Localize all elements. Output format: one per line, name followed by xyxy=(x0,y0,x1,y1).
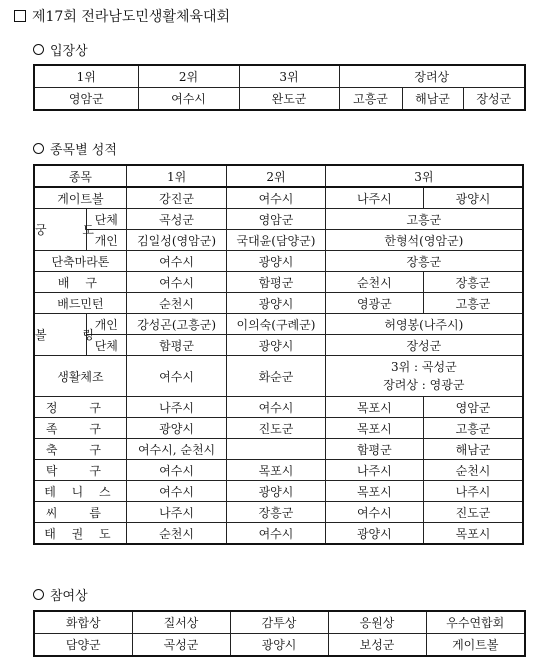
section-participation-award xyxy=(33,585,88,604)
event-cell: 볼 링 xyxy=(34,314,86,356)
table-cell: 영광군 xyxy=(325,293,423,314)
event-cell: 씨 름 xyxy=(34,502,126,523)
entry-award-table xyxy=(33,64,526,111)
header-cell: 1위 xyxy=(34,65,138,88)
header-cell: 종목 xyxy=(34,165,126,187)
table-cell: 완도군 xyxy=(239,88,339,111)
sub-event-cell: 개인 xyxy=(86,230,126,251)
table-row xyxy=(34,293,523,314)
table-cell: 순천시 xyxy=(126,523,226,545)
table-row xyxy=(34,314,523,335)
table-cell: 목포시 xyxy=(325,418,423,439)
table-row xyxy=(34,272,523,293)
table-cell: 나주시 xyxy=(325,460,423,481)
table-cell: 해남군 xyxy=(402,88,463,111)
event-cell: 궁 도 xyxy=(34,209,86,251)
table-cell xyxy=(227,439,325,460)
section-entry-award xyxy=(33,40,88,59)
table-cell: 목포시 xyxy=(325,397,423,418)
header-cell: 우수연합회 xyxy=(426,611,525,634)
table-cell: 진도군 xyxy=(227,418,325,439)
table-cell: 장흥군 xyxy=(325,251,523,272)
table-cell: 순천시 xyxy=(325,272,423,293)
table-cell: 여수시 xyxy=(126,460,226,481)
table-cell: 목포시 xyxy=(424,523,523,545)
header-cell: 3위 xyxy=(325,165,523,187)
table-cell: 곡성군 xyxy=(132,634,230,657)
table-cell: 광양시 xyxy=(227,481,325,502)
circle-bullet-icon xyxy=(33,143,44,154)
results-table xyxy=(33,164,524,545)
table-cell: 화순군 xyxy=(227,356,325,397)
event-cell: 정 구 xyxy=(34,397,126,418)
table-cell: 강진군 xyxy=(126,187,226,209)
table-cell: 장성군 xyxy=(463,88,525,111)
table-cell: 광양시 xyxy=(227,335,325,356)
table-cell: 함평군 xyxy=(325,439,423,460)
table-cell: 광양시 xyxy=(227,251,325,272)
header-cell: 2위 xyxy=(138,65,239,88)
table-cell: 함평군 xyxy=(227,272,325,293)
event-cell: 족 구 xyxy=(34,418,126,439)
table-cell: 여수시 xyxy=(227,523,325,545)
header-cell: 3위 xyxy=(239,65,339,88)
table-cell: 광양시 xyxy=(227,293,325,314)
sub-event-cell: 단체 xyxy=(86,209,126,230)
header-cell: 1위 xyxy=(126,165,226,187)
event-cell: 탁 구 xyxy=(34,460,126,481)
header-cell: 화합상 xyxy=(34,611,132,634)
table-cell: 나주시 xyxy=(424,481,523,502)
section-results xyxy=(33,139,117,158)
section-title: 종목별 성적 xyxy=(50,143,117,158)
table-cell: 여수시, 순천시 xyxy=(126,439,226,460)
table-cell: 여수시 xyxy=(126,251,226,272)
table-cell: 여수시 xyxy=(126,481,226,502)
section-title: 참여상 xyxy=(50,589,88,604)
table-row xyxy=(34,523,523,545)
table-row xyxy=(34,209,523,230)
table-cell: 장흥군 xyxy=(227,502,325,523)
table-cell: 여수시 xyxy=(126,272,226,293)
event-cell: 배 구 xyxy=(34,272,126,293)
header-cell: 장려상 xyxy=(339,65,525,88)
title-text: 제17회 전라남도민생활체육대회 xyxy=(32,9,231,25)
event-cell: 게이트볼 xyxy=(34,187,126,209)
table-cell: 광양시 xyxy=(325,523,423,545)
table-cell: 함평군 xyxy=(126,335,226,356)
table-cell: 광양시 xyxy=(126,418,226,439)
table-cell: 여수시 xyxy=(227,397,325,418)
event-cell: 태 권 도 xyxy=(34,523,126,545)
table-row xyxy=(34,397,523,418)
event-cell: 생활체조 xyxy=(34,356,126,397)
header-cell: 응원상 xyxy=(328,611,426,634)
table-cell: 나주시 xyxy=(325,187,423,209)
event-cell: 단축마라톤 xyxy=(34,251,126,272)
header-cell: 2위 xyxy=(227,165,325,187)
table-cell: 광양시 xyxy=(230,634,328,657)
table-row xyxy=(34,418,523,439)
table-cell: 나주시 xyxy=(126,502,226,523)
table-cell: 게이트볼 xyxy=(426,634,525,657)
document-title xyxy=(14,6,230,26)
header-cell: 질서상 xyxy=(132,611,230,634)
table-cell: 순천시 xyxy=(424,460,523,481)
table-cell: 김일성(영암군) xyxy=(126,230,226,251)
table-cell: 여수시 xyxy=(325,502,423,523)
gym-third: 3위 : 곡성군 xyxy=(390,360,457,374)
table-cell: 목포시 xyxy=(227,460,325,481)
table-row xyxy=(34,335,523,356)
table-cell: 진도군 xyxy=(424,502,523,523)
checkbox-icon xyxy=(14,10,26,22)
event-cell: 배드민턴 xyxy=(34,293,126,314)
circle-bullet-icon xyxy=(33,44,44,55)
table-cell: 영암군 xyxy=(34,88,138,111)
table-row xyxy=(34,439,523,460)
table-cell: 나주시 xyxy=(126,397,226,418)
table-cell: 광양시 xyxy=(424,187,523,209)
table-cell: 고흥군 xyxy=(424,293,523,314)
section-title: 입장상 xyxy=(50,44,88,59)
table-cell xyxy=(325,356,523,397)
table-cell: 여수시 xyxy=(126,356,226,397)
table-cell: 장성군 xyxy=(325,335,523,356)
table-cell: 보성군 xyxy=(328,634,426,657)
table-row xyxy=(34,230,523,251)
header-cell: 감투상 xyxy=(230,611,328,634)
table-row xyxy=(34,502,523,523)
table-cell: 여수시 xyxy=(138,88,239,111)
table-cell: 강성곤(고흥군) xyxy=(126,314,226,335)
event-cell: 축 구 xyxy=(34,439,126,460)
gym-encourage: 장려상 : 영광군 xyxy=(383,378,465,392)
table-cell: 이의숙(구례군) xyxy=(227,314,325,335)
table-cell: 허영봉(나주시) xyxy=(325,314,523,335)
table-cell: 영암군 xyxy=(227,209,325,230)
table-cell: 여수시 xyxy=(227,187,325,209)
sub-event-cell: 단체 xyxy=(86,335,126,356)
table-row xyxy=(34,460,523,481)
table-row xyxy=(34,187,523,209)
table-cell: 담양군 xyxy=(34,634,132,657)
event-cell: 테 니 스 xyxy=(34,481,126,502)
table-cell: 한형석(영암군) xyxy=(325,230,523,251)
table-cell: 곡성군 xyxy=(126,209,226,230)
table-cell: 해남군 xyxy=(424,439,523,460)
table-cell: 고흥군 xyxy=(339,88,402,111)
table-cell: 장흥군 xyxy=(424,272,523,293)
sub-event-cell: 개인 xyxy=(86,314,126,335)
table-row xyxy=(34,356,523,397)
table-cell: 순천시 xyxy=(126,293,226,314)
table-cell: 고흥군 xyxy=(424,418,523,439)
table-cell: 국대윤(담양군) xyxy=(227,230,325,251)
table-row xyxy=(34,481,523,502)
table-cell: 고흥군 xyxy=(325,209,523,230)
table-cell: 영암군 xyxy=(424,397,523,418)
table-cell: 목포시 xyxy=(325,481,423,502)
table-row xyxy=(34,251,523,272)
participation-award-table xyxy=(33,610,526,657)
circle-bullet-icon xyxy=(33,589,44,600)
